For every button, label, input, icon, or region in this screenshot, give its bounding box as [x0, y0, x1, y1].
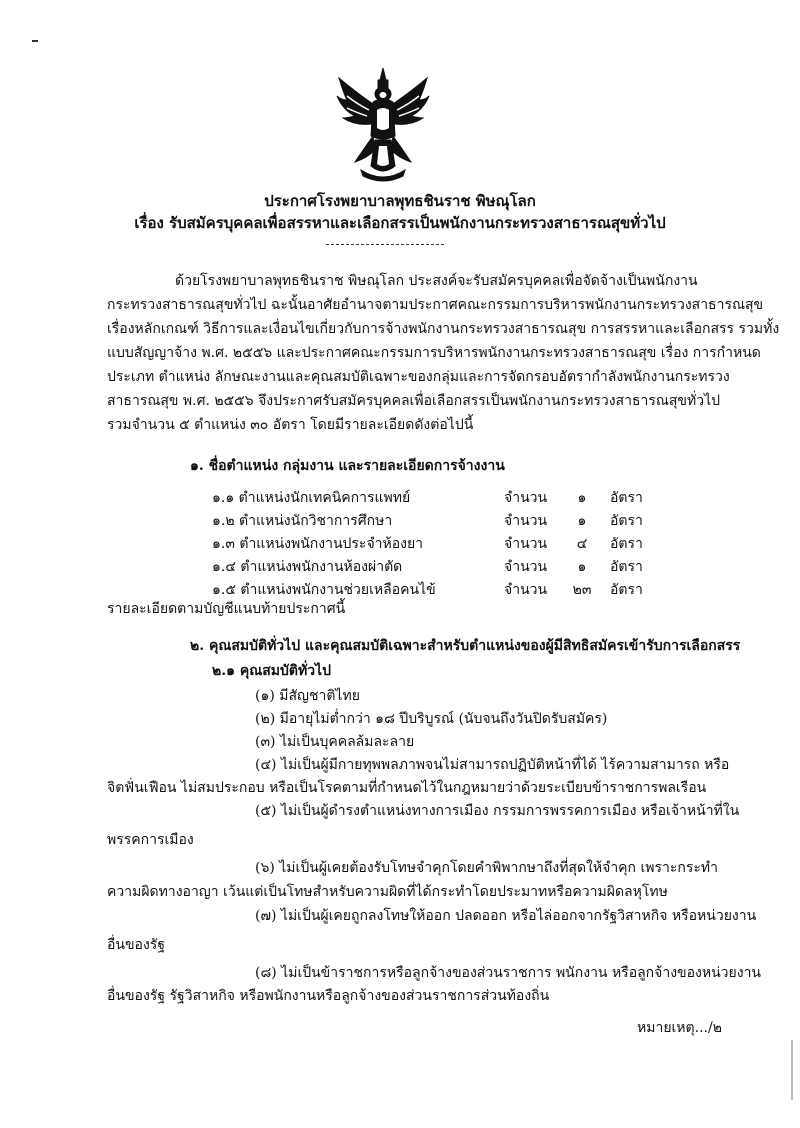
scan-mark: [32, 40, 38, 42]
count-unit: อัตรา: [610, 559, 643, 575]
count-unit: อัตรา: [610, 582, 643, 598]
qualification-item-cont: พรรคการเมือง: [107, 832, 194, 848]
intro-line: เรื่องหลักเกณฑ์ วิธีการและเงื่อนไขเกี่ยวกับการจ้างพนักงานกระทรวงสาธารณสุข การสรรหาและเลือกสรร รวมทั้ง: [107, 321, 780, 337]
qualification-item: (๔) ไม่เป็นผู้มีกายทุพพลภาพจนไม่สามารถปฏิบัติหน้าที่ได้ ไร้ความสามารถ หรือ: [255, 757, 730, 773]
qualification-item: (๗) ไม่เป็นผู้เคยถูกลงโทษให้ออก ปลดออก หรือไล่ออกจากรัฐวิสาหกิจ หรือหน่วยงาน: [255, 908, 757, 924]
scan-edge: [791, 1040, 793, 1100]
position-row: [212, 487, 652, 509]
section2-heading: ๒. คุณสมบัติทั่วไป และคุณสมบัติเฉพาะสำหรับตำแหน่งของผู้มีสิทธิสมัครเข้ารับการเลือกสรร: [190, 638, 741, 654]
position-name: ๑.๓ ตำแหน่งพนักงานประจำห้องยา: [212, 536, 424, 552]
position-row: [212, 510, 652, 532]
position-row: [212, 579, 652, 601]
qualification-item-cont: ความผิดทางอาญา เว้นแต่เป็นโทษสำหรับความผิดที่ได้กระทำโดยประมาทหรือความผิดลหุโทษ: [107, 884, 668, 900]
position-count: ๑: [577, 513, 587, 529]
count-unit: อัตรา: [610, 490, 643, 506]
intro-line: แบบสัญญาจ้าง พ.ศ. ๒๕๕๖ และประกาศคณะกรรมการบริหารพนักงานกระทรวงสาธารณสุข เรื่อง การกำหนด: [107, 345, 761, 361]
count-unit: อัตรา: [610, 513, 643, 529]
position-name: ๑.๑ ตำแหน่งนักเทคนิคการแพทย์: [212, 490, 411, 506]
announcement-subject: เรื่อง รับสมัครบุคคลเพื่อสรรหาและเลือกสรรเป็นพนักงานกระทรวงสาธารณสุขทั่วไป: [134, 214, 666, 232]
qualification-item: (๒) มีอายุไม่ต่ำกว่า ๑๘ ปีบริบูรณ์ (นับจนถึงวันปิดรับสมัคร): [255, 711, 608, 727]
intro-line: ประเภท ตำแหน่ง ลักษณะงานและคุณสมบัติเฉพาะของกลุ่มและการจัดกรอบอัตรากำลังพนักงานกระทรวง: [107, 369, 730, 385]
announcement-title: ประกาศโรงพยาบาลพุทธชินราช พิษณุโลก: [264, 192, 536, 210]
count-label: จำนวน: [504, 559, 548, 575]
title-divider: [326, 244, 444, 245]
section2-subheading: ๒.๑ คุณสมบัติทั่วไป: [212, 663, 331, 679]
position-name: ๑.๒ ตำแหน่งนักวิชาการศึกษา: [212, 513, 393, 529]
qualification-item: (๖) ไม่เป็นผู้เคยต้องรับโทษจำคุกโดยคำพิพากษาถึงที่สุดให้จำคุก เพราะกระทำ: [255, 860, 718, 876]
qualification-item: (๓) ไม่เป็นบุคคลล้มละลาย: [255, 734, 415, 750]
intro-line: ด้วยโรงพยาบาลพุทธชินราช พิษณุโลก ประสงค์จะรับสมัครบุคคลเพื่อจัดจ้างเป็นพนักงาน: [175, 273, 698, 289]
section1-heading: ๑. ชื่อตำแหน่ง กลุ่มงาน และรายละเอียดการจ้างงาน: [190, 458, 505, 474]
intro-line: สาธารณสุข พ.ศ. ๒๕๕๖ จึงประกาศรับสมัครบุคคลเพื่อเลือกสรรเป็นพนักงานกระทรวงสาธารณสุขทั่วไป: [107, 393, 721, 409]
position-count: ๒๓: [572, 582, 592, 598]
position-count: ๑: [577, 490, 587, 506]
qualification-item-cont: อื่นของรัฐ รัฐวิสาหกิจ หรือพนักงานหรือลูกจ้างของส่วนราชการส่วนท้องถิ่น: [107, 988, 550, 1004]
qualification-item: (๕) ไม่เป็นผู้ดำรงตำแหน่งทางการเมือง กรรมการพรรคการเมือง หรือเจ้าหน้าที่ใน: [255, 803, 740, 819]
count-label: จำนวน: [504, 490, 548, 506]
qualification-item-cont: อื่นของรัฐ: [107, 937, 166, 953]
intro-line: รวมจำนวน ๕ ตำแหน่ง ๓๐ อัตรา โดยมีรายละเอียดดังต่อไปนี้: [107, 417, 474, 433]
section1-note: รายละเอียดตามบัญชีแนบท้ายประกาศนี้: [107, 601, 346, 617]
qualification-item: (๘) ไม่เป็นข้าราชการหรือลูกจ้างของส่วนราชการ พนักงาน หรือลูกจ้างของหน่วยงาน: [255, 965, 762, 981]
position-count: ๔: [576, 536, 588, 552]
count-unit: อัตรา: [610, 536, 643, 552]
page-continuation: หมายเหตุ.../๒: [637, 1020, 722, 1036]
position-row: [212, 533, 652, 555]
position-count: ๑: [577, 559, 587, 575]
count-label: จำนวน: [504, 536, 548, 552]
qualification-item-cont: จิตฟั่นเฟือน ไม่สมประกอบ หรือเป็นโรคตามที่กำหนดไว้ในกฎหมายว่าด้วยระเบียบข้าราชการพลเรือน: [107, 780, 707, 796]
position-row: [212, 556, 652, 578]
qualification-item: (๑) มีสัญชาติไทย: [255, 688, 360, 704]
position-name: ๑.๕ ตำแหน่งพนักงานช่วยเหลือคนไข้: [212, 582, 436, 598]
intro-line: กระทรวงสาธารณสุขทั่วไป ฉะนั้นอาศัยอำนาจตามประกาศคณะกรรมการบริหารพนักงานกระทรวงสาธารณสุข: [107, 297, 764, 313]
count-label: จำนวน: [504, 582, 548, 598]
position-name: ๑.๔ ตำแหน่งพนักงานห้องผ่าตัด: [212, 559, 403, 575]
garuda-emblem-icon: [333, 66, 433, 184]
count-label: จำนวน: [504, 513, 548, 529]
